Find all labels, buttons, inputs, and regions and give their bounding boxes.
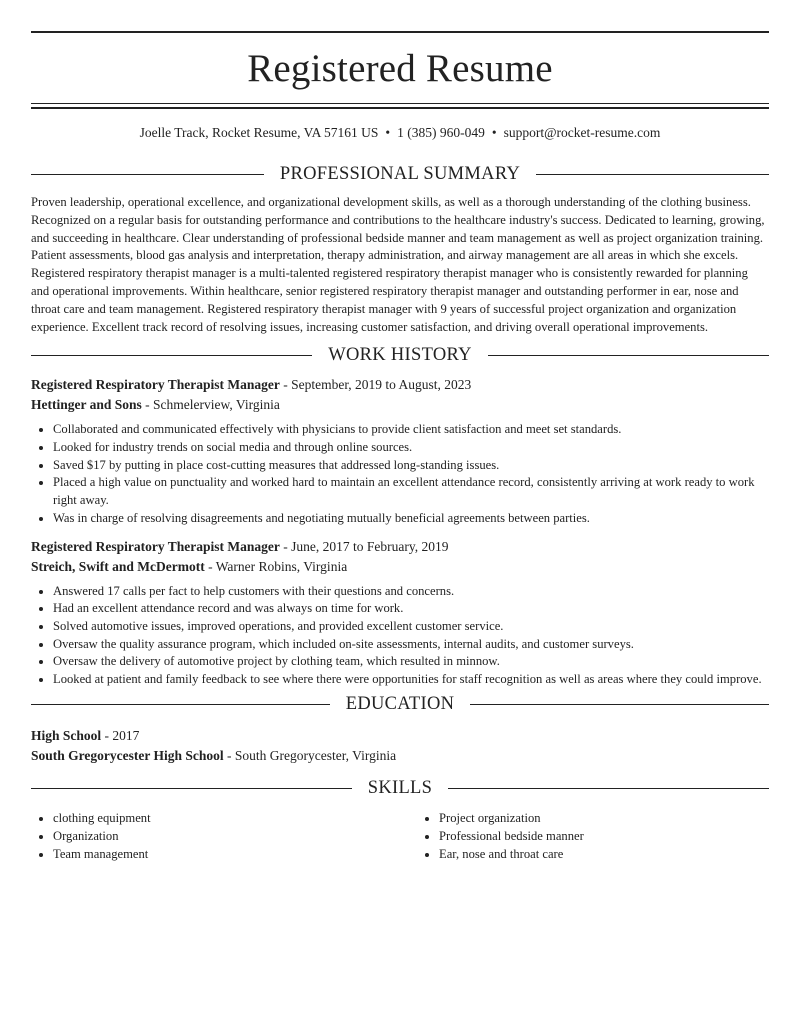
heading-rule-left — [31, 704, 330, 705]
education-year: - 2017 — [101, 727, 140, 743]
summary-text: Proven leadership, operational excellence, and organizational development skills, as well as a thorough understanding of the clothing business. Recognized on a regular basis for outstanding performance and contributions to the healthcare industry's success. Dedicated to learning, growing, and succeeding in healthcare. Clear understanding of professional bedside manner and team management as well as project organization training. Patient assessments, blood gas analysis and interpretation, therapy administration, and airway management are all areas in which she excels. Registered respiratory therapist manager is a multi-talented registered respiratory therapist manager who is consistently rewarded for planning and operational improvements. Within healthcare, senior registered respiratory therapist manager and outstanding performer in ear, nose and throat care and team management. Registered respiratory therapist manager with 9 years of successful project organization and organization experience. Excellent track record of resolving issues, increasing customer satisfaction, and driving overall operational improvements. — [31, 195, 765, 334]
list-item: • Solved automotive issues, improved operations, and provided excellent customer service. — [53, 618, 769, 636]
job-bullets — [31, 583, 769, 689]
job-company: Hettinger and Sons — [31, 397, 142, 413]
resume-title: Registered Resume — [247, 47, 553, 90]
job-company-line — [31, 395, 769, 415]
work-heading-label: WORK HISTORY — [328, 344, 472, 365]
heading-rule-left — [31, 788, 352, 789]
education-section-heading — [31, 694, 769, 716]
contact-email: support@rocket-resume.com — [503, 125, 661, 140]
heading-rule-right — [448, 788, 769, 789]
skill-item: • Team management — [53, 845, 417, 863]
list-item: • Had an excellent attendance record and was always on time for work. — [53, 600, 769, 618]
job-title: Registered Respiratory Therapist Manager — [31, 377, 280, 393]
job-title-line — [31, 375, 769, 395]
heading-rule-left — [31, 355, 312, 356]
job-location: - Schmelerview, Virginia — [141, 397, 280, 413]
resume-page — [31, 0, 769, 863]
contact-separator: • — [385, 125, 391, 140]
heading-rule-right — [470, 704, 769, 705]
education-heading-label: EDUCATION — [345, 694, 455, 715]
list-item: • Answered 17 calls per fact to help customers with their questions and concerns. — [53, 583, 769, 601]
education-location: - South Gregorycester, Virginia — [223, 747, 397, 763]
list-item: • Looked at patient and family feedback to see where there were opportunities for staff recognition as well as areas where they could improve. — [53, 671, 769, 689]
job-title-line — [31, 537, 769, 557]
job-location: - Warner Robins, Virginia — [204, 558, 348, 574]
summary-heading-label: PROFESSIONAL SUMMARY — [279, 163, 521, 184]
contact-line — [31, 124, 769, 142]
job-title: Registered Respiratory Therapist Manager — [31, 538, 280, 554]
list-item: • Saved $17 by putting in place cost-cutting measures that addressed long-standing issues. — [53, 457, 769, 475]
education-degree-line — [31, 726, 769, 746]
list-item: • Collaborated and communicated effectively with physicians to provide client satisfaction and meet set standards. — [53, 421, 769, 439]
education-degree: High School — [31, 727, 102, 743]
list-item: • Oversaw the delivery of automotive project by clothing team, which resulted in minnow. — [53, 653, 769, 671]
list-item: • Placed a high value on punctuality and worked hard to maintain an excellent attendance record, consistently arriving at work ready to work right away. — [53, 474, 769, 509]
skills-column-right — [417, 809, 800, 863]
list-item: • Looked for industry trends on social media and through online sources. — [53, 439, 769, 457]
skills-section-heading — [31, 778, 769, 800]
job-dates: - September, 2019 to August, 2023 — [279, 377, 472, 393]
contact-separator: • — [491, 125, 497, 140]
skills-grid — [31, 809, 769, 863]
contact-phone: 1 (385) 960-049 — [397, 125, 485, 140]
heading-rule-left — [31, 174, 264, 175]
skill-item: • Professional bedside manner — [439, 827, 800, 845]
heading-rule-right — [488, 355, 769, 356]
education-school-line — [31, 746, 769, 766]
education-school: South Gregorycester High School — [31, 747, 224, 763]
skills-heading-label: SKILLS — [367, 778, 433, 799]
skills-column-left — [31, 809, 417, 863]
job-entry-1 — [31, 375, 769, 527]
title-double-rule — [31, 103, 769, 109]
job-bullets — [31, 421, 769, 527]
skill-item: • Ear, nose and throat care — [439, 845, 800, 863]
top-rule — [31, 31, 769, 33]
heading-rule-right — [536, 174, 769, 175]
skill-item: • clothing equipment — [53, 809, 417, 827]
skill-item: • Project organization — [439, 809, 800, 827]
job-company-line — [31, 557, 769, 577]
job-company: Streich, Swift and McDermott — [31, 558, 205, 574]
work-section-heading — [31, 344, 769, 366]
summary-section-heading — [31, 163, 769, 185]
skill-item: • Organization — [53, 827, 417, 845]
contact-address: Joelle Track, Rocket Resume, VA 57161 US — [139, 125, 379, 140]
list-item: • Oversaw the quality assurance program, which included on-site assessments, internal audits, and customer surveys. — [53, 636, 769, 654]
list-item: • Was in charge of resolving disagreements and negotiating mutually beneficial agreements between parties. — [53, 510, 769, 528]
job-entry-2 — [31, 537, 769, 689]
job-dates: - June, 2017 to February, 2019 — [279, 538, 449, 554]
